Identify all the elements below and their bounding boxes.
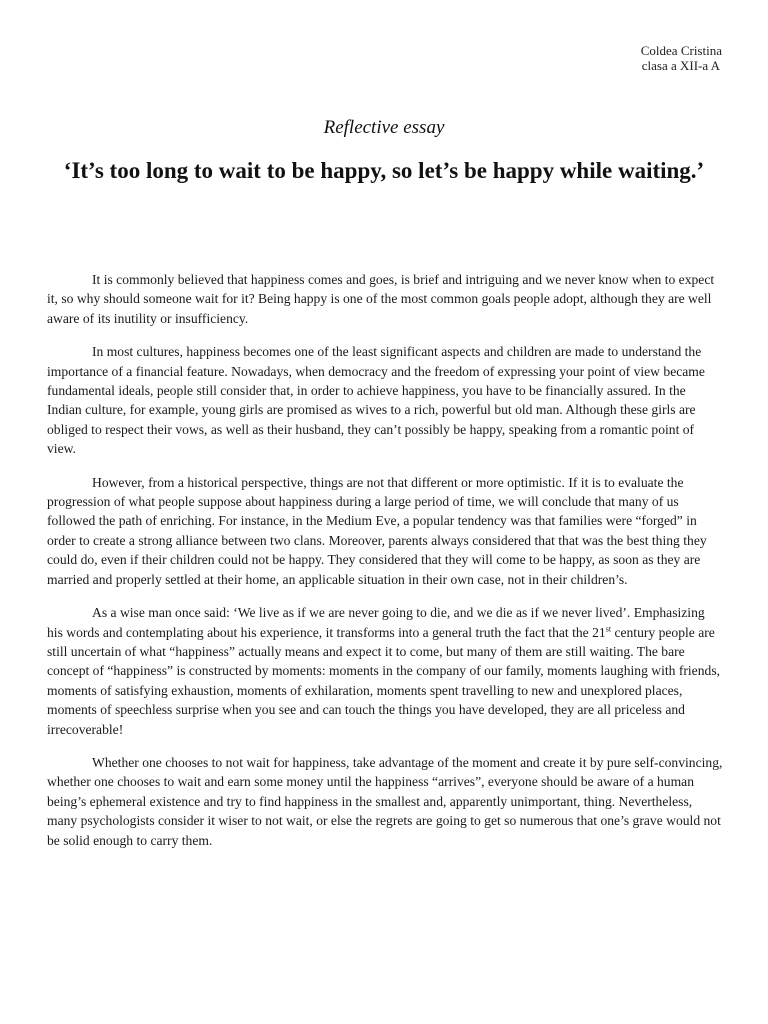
paragraph-4 xyxy=(47,603,723,739)
essay-title: ‘It’s too long to wait to be happy, so let’s be happy while waiting.’ xyxy=(63,158,705,183)
author-info xyxy=(641,43,722,73)
essay-type: Reflective essay xyxy=(323,117,445,138)
paragraph-1: It is commonly believed that happiness comes and goes, is brief and intriguing and we never know when to expect it, so why should someone wait for it? Being happy is one of the most common goals people adopt, although they are well aware of its inutility or insufficiency. xyxy=(47,272,715,326)
author-class: clasa a XII-a A xyxy=(641,58,721,73)
essay-body xyxy=(47,270,723,864)
paragraph-2: In most cultures, happiness becomes one of the least significant aspects and children are made to understand the importance of a financial feature. Nowadays, when democracy and the freedom of expressing your point of view became fundamental ideals, people still consider that, in order to achieve happiness, you have to be financially assured. In the Indian culture, for example, young girls are promised as wives to a rich, powerful but old man. Although these girls are obliged to respect their vows, as well as their husband, they can’t possibly be happy, speaking from a romantic point of view. xyxy=(47,344,705,457)
author-name: Coldea Cristina xyxy=(640,43,722,58)
ordinal-suffix: st xyxy=(605,623,612,633)
paragraph-3: However, from a historical perspective, things are not that different or more optimistic. If it is to evaluate the progression of what people suppose about happiness during a large period of time, we will conclude that many of us followed the path of enriching. For instance, in the Medium Eve, a popular tendency was that families were “forged” in order to create a strong alliance between two clans. Moreover, parents always considered that that was the best thing they could do, even if their children could not be happy. They considered that they will come to be happy, as soon as they are married and properly settled at their home, an applicable situation in their own case, not in their children’s. xyxy=(47,474,707,587)
paragraph-5: Whether one chooses to not wait for happiness, take advantage of the moment and create it by pure self-convincing, whether one chooses to wait and earn some money until the happiness “arrives”, everyone should be aware of a human being’s ephemeral existence and try to find happiness in the smallest and, apparently unimportant, thing. Nevertheless, many psychologists consider it wiser to not wait, or else the regrets are going to get so numerous that one’s grave would not be solid enough to carry them. xyxy=(47,754,723,848)
paragraph-4-part-1: As a wise man once said: ‘We live as if we are never going to die, and we die as if we never lived’. Emphasizing his words and contemplating about his experience, it transforms into a general truth the fact that the 21 xyxy=(47,605,705,640)
paragraph-4-part-2: century people are still uncertain of what “happiness” actually means and expect it to come, but many of them are still waiting. The bare concept of “happiness” is constructed by moments: moments in the company of our family, moments laughing with friends, moments of satisfying exhaustion, moments of exhilaration, moments spent travelling to new and unexplored places, moments of speechless surprise when you see and can touch the things you have developed, they are all priceless and irrecoverable! xyxy=(47,624,721,737)
